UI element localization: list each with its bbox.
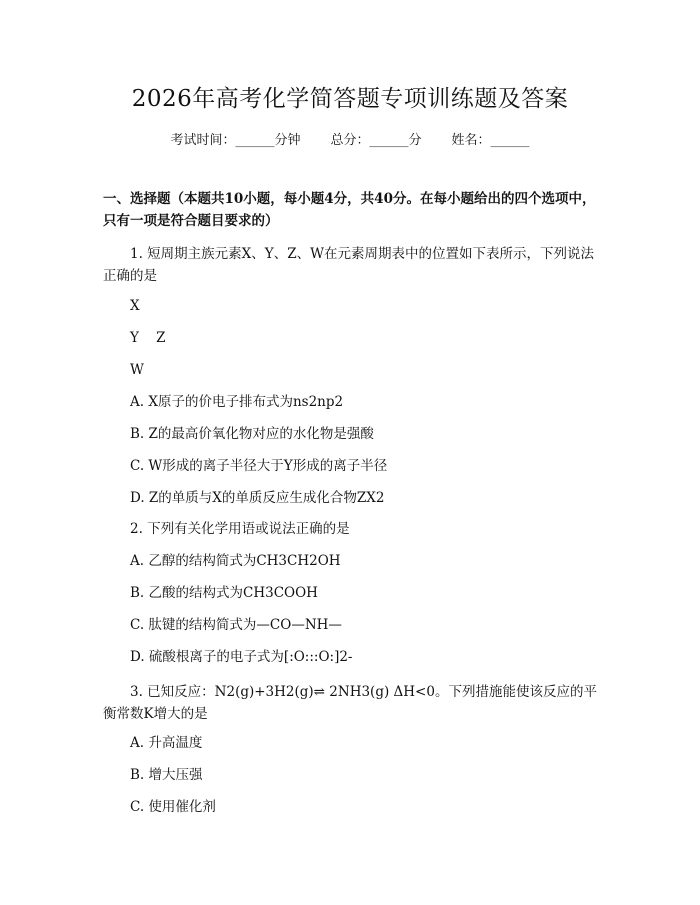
question-3-option-c: C. 使用催化剂 xyxy=(130,799,216,815)
exam-time-field: 考试时间：______分钟 xyxy=(170,133,301,148)
periodic-table-row-3: W xyxy=(130,362,144,378)
question-1-option-b: B. Z的最高价氧化物对应的水化物是强酸 xyxy=(130,426,374,442)
question-3-option-a: A. 升高温度 xyxy=(130,735,203,751)
question-2-option-b: B. 乙酸的结构式为CH3COOH xyxy=(130,585,318,601)
question-3-stem: 3. 已知反应：N2(g)+3H2(g)⇌ 2NH3(g) ΔH<0。下列措施能使该反应的平衡常数K增大的是 xyxy=(103,684,597,722)
total-score-field: 总分：______分 xyxy=(330,133,422,148)
question-2-option-c: C. 肽键的结构简式为—CO—NH— xyxy=(130,617,342,633)
question-2-stem: 2. 下列有关化学用语或说法正确的是 xyxy=(130,521,350,537)
question-1-option-d: D. Z的单质与X的单质反应生成化合物ZX2 xyxy=(130,490,385,506)
question-3-option-b: B. 增大压强 xyxy=(130,767,203,783)
periodic-table-row-1: X xyxy=(130,298,140,314)
student-name-field: 姓名：______ xyxy=(451,133,530,148)
question-1-stem: 1. 短周期主族元素X、Y、Z、W在元素周期表中的位置如下表所示，下列说法正确的是 xyxy=(103,246,594,284)
question-2-option-d: D. 硫酸根离子的电子式为[:O:::O:]2- xyxy=(130,649,353,665)
section-heading: 一、选择题（本题共10小题，每小题4分，共40分。在每小题给出的四个选项中，只有一项是符合题目要求的） xyxy=(103,191,596,229)
document-title: 2026年高考化学简答题专项训练题及答案 xyxy=(131,86,569,112)
question-1-option-c: C. W形成的离子半径大于Y形成的离子半径 xyxy=(130,458,388,474)
exam-info-row xyxy=(0,131,700,151)
question-1-option-a: A. X原子的价电子排布式为ns2np2 xyxy=(130,394,344,410)
periodic-table-row-2: Y Z xyxy=(130,330,166,346)
question-2-option-a: A. 乙醇的结构简式为CH3CH2OH xyxy=(130,553,341,569)
